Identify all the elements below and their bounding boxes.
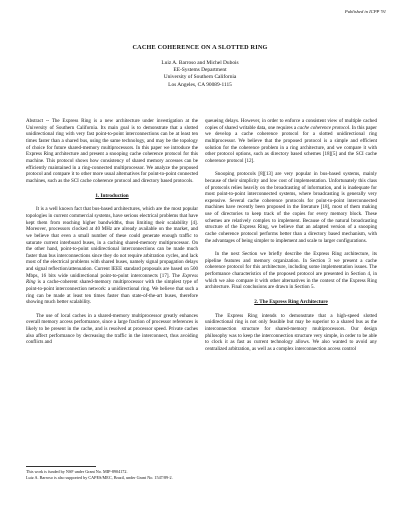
intro-p3-text-a: queueing delays. However, in order to enforce a consistent view of multiple cached copies of shared writable data, one requires a <box>205 118 377 131</box>
author-city: Los Angeles, CA 90089-1115 <box>168 81 232 88</box>
footnote <box>26 466 198 480</box>
architecture-paragraph-1: The Express Ring intends to demonstrate that a high-speed slotted unidirectional ring is not only feasible but may be superior to a shared bus as the interconnection structure for shared-memory multiprocessors. Our design philosophy was to keep the interconnection structure very simple, in order to be able to clock it as fast as current technology allows. We also wanted to avoid any centralized arbitration, as well as a complex interconnection access control <box>205 312 377 352</box>
intro-p1-emphasis: Express Ring <box>26 272 198 286</box>
footnote-support: Luiz A. Barroso is also supported by CAPES/MEC, Brazil, under Grant No. 1547/89-2. <box>26 474 173 480</box>
right-column <box>205 118 377 353</box>
author-names: Luiz A. Barroso and Michel Dubois <box>161 60 239 66</box>
intro-p3-emphasis: cache coherence protocol <box>297 124 350 131</box>
intro-paragraph-5: In the next Section we briefly describe the Express Ring architecture, its pipeline features and memory organization. In Section 3 we present a cache coherence protocol for this architecture, including some implementation issues. The performance characteristics of the proposed protocol are presented in Section 4, in which we also compare it with other alternatives in the context of the Express Ring architecture. Final conclusions are drawn in Section 5. <box>205 251 377 291</box>
section-1-heading: 1. Introduction <box>95 192 129 199</box>
author-block <box>0 60 400 89</box>
intro-paragraph-3 <box>205 118 377 165</box>
publication-note: Published in ICPP '91 <box>344 9 386 14</box>
author-university: University of Southern California <box>163 74 237 81</box>
footnote-rule <box>26 466 96 467</box>
section-2-heading: 2. The Express Ring Architecture <box>254 298 328 305</box>
intro-p3-text-b: . In this paper we develop a cache coherence protocol for a slotted unidirectional ring multiprocessor. We believe that the proposed protocol is a simple and efficient solution for the coherence problem in a ring architecture, and we compare it with other protocol options, such as directory based schemes [18][5] and the SCI cache coherence protocol [12]. <box>205 124 377 164</box>
intro-p1-text-a: It is a well known fact that bus-based architectures, which are the most popular topologies in current commercial systems, have serious electrical problems that have kept them from reaching higher bandwidths, thus limiting their scalability [4]. Moreover, processors clocked at 40 MHz are already available on the market, and we believe that even a small number of these could generate enough traffic to saturate current interboard buses, in a caching shared-memory multiprocessor. On the other hand, point-to-point unidirectional interconnections can be made much faster than bus interconnections since they do not require arbitration cycles, and lack most of the electrical problems with shared buses, namely signal propagation delays and signal reflection/attenuation. Current IEEE standard proposals are based on 500 Mbps, 16 bits wide unidirectional point-to-point interconnects [17]. The <box>26 206 198 279</box>
intro-p1-text-b: is a cache-coherent shared-memory multiprocessor with the simplest type of point-to-point interconnection network: a unidirectional ring. We believe that such a ring can be made at least ten times faster than state-of-the-art buses, therefore showing much better scalability. <box>26 279 198 306</box>
paper-title: CACHE COHERENCE ON A SLOTTED RING <box>132 44 268 51</box>
intro-paragraph-2: The use of local caches in a shared-memory multiprocessor greatly enhances overall memory access performance, since a large fraction of processor references is likely to be present in the cache, and is resolved at processor speed. Private caches also affect performance by decreasing the traffic in the interconnect, thus avoiding conflicts and <box>26 312 198 346</box>
intro-paragraph-1 <box>26 206 198 306</box>
intro-paragraph-4: Snooping protocols [8][13] are very popular in bus-based systems, mainly because of their simplicity and low cost of implementation. Unfortunately this class of protocols relies heavily on the broadcasting of information, and is inadequate for most point-to-point interconnected systems, where broadcasting is generally very expensive. Several cache coherence protocols for point-to-point interconnected machines have recently been proposed in the literature [18], most of them making use of directories to keep track of the copies for every memory block. These schemes are relatively complex to implement. Because of the natural broadcasting structure of the Express Ring, we believe that an adapted version of a snooping cache coherence protocol performs better than a directory based mechanism, with the advantages of being simpler to implement and scale to larger configurations. <box>205 171 377 244</box>
left-column <box>26 118 198 346</box>
author-department: EE-Systems Department <box>173 67 227 74</box>
footnote-funding: This work is funded by NSF under Grant No. MIP-8904172. <box>26 469 128 474</box>
abstract: Abstract -- The Express Ring is a new architecture under investigation at the University of Southern California. Its main goal is to demonstrate that a slotted unidirectional ring with very fast point-to-point interconnections can be at least ten times faster than a shared bus, using the same technology, and may be the topology of choice for future shared-memory multiprocessors. In this paper we introduce the Express Ring architecture and present a snooping cache coherence protocol for this machine. This protocol shows how consistency of shared memory accesses can be efficiently maintained in a ring-connected multiprocessor. We analyze the proposed protocol and compare it to other more usual alternatives for point-to-point connected machines, such as the SCI cache coherence protocol and directory based protocols. <box>26 118 198 184</box>
